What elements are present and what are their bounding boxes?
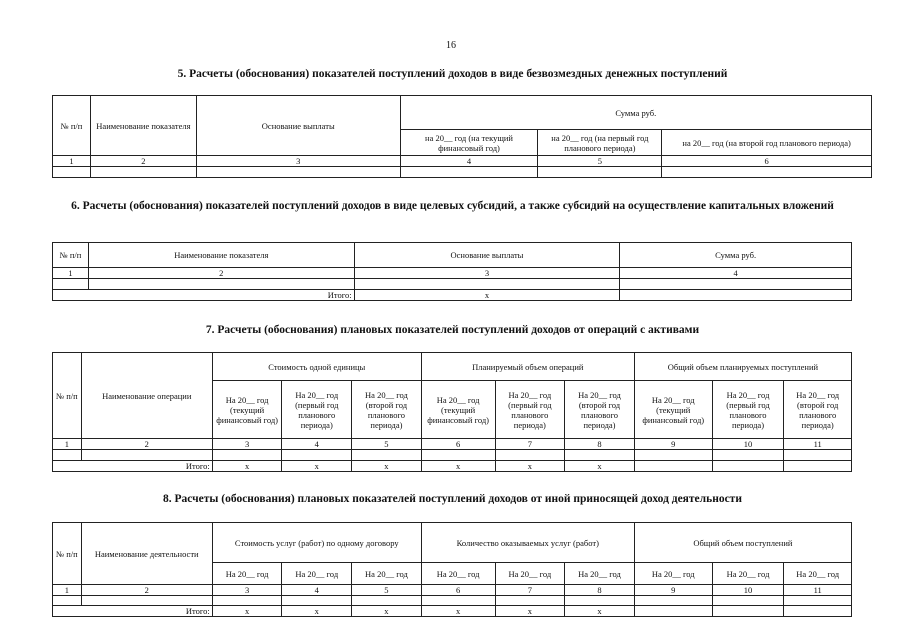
s6-total-label: Итого: bbox=[53, 290, 355, 301]
section8-title: 8. Расчеты (обоснования) плановых показателей поступлений доходов от иной приносящей доход деятельности bbox=[163, 493, 742, 505]
s8-group-service-cost: Стоимость услуг (работ) по одному договору bbox=[212, 523, 421, 563]
s8-year: На 20__ год bbox=[634, 563, 712, 585]
s8-total-label: Итого: bbox=[53, 606, 213, 617]
s8-year: На 20__ год bbox=[565, 563, 635, 585]
s5-header-basis: Основание выплаты bbox=[196, 96, 400, 156]
s8-num-cell: 6 bbox=[421, 585, 495, 596]
s5-header-name: Наименование показателя bbox=[90, 96, 196, 156]
s6-num-cell: 3 bbox=[354, 268, 620, 279]
s5-num-cell: 5 bbox=[538, 156, 662, 167]
section7-title: 7. Расчеты (обоснования) плановых показателей поступлений доходов от операций с активами bbox=[205, 324, 700, 336]
s8-num-cell: 1 bbox=[53, 585, 82, 596]
s8-group-service-count: Количество оказываемых услуг (работ) bbox=[421, 523, 634, 563]
s7-num-cell: 3 bbox=[212, 439, 282, 450]
s8-year: На 20__ год bbox=[495, 563, 565, 585]
s8-num-cell: 10 bbox=[712, 585, 784, 596]
s7-year2: На 20__ год (первый год планового периода) bbox=[282, 381, 352, 439]
section5-title: 5. Расчеты (обоснования) показателей поступлений доходов в виде безвозмездных денежных поступлений bbox=[177, 68, 728, 80]
s7-year2: На 20__ год (первый год планового периода) bbox=[712, 381, 784, 439]
s7-num-cell: 11 bbox=[784, 439, 852, 450]
s5-header-num: № п/п bbox=[53, 96, 91, 156]
s6-total-x: x bbox=[354, 290, 620, 301]
s7-total-x: x bbox=[282, 461, 352, 472]
s6-header-basis: Основание выплаты bbox=[354, 243, 620, 268]
s8-total-x: x bbox=[495, 606, 565, 617]
s7-group-unit-cost: Стоимость одной единицы bbox=[212, 353, 421, 381]
s8-year: На 20__ год bbox=[784, 563, 852, 585]
s8-year: На 20__ год bbox=[282, 563, 352, 585]
s7-num-cell: 10 bbox=[712, 439, 784, 450]
s8-year: На 20__ год bbox=[352, 563, 422, 585]
s5-header-year2: на 20__ год (на первый год планового периода) bbox=[538, 130, 662, 156]
s8-num-cell: 8 bbox=[565, 585, 635, 596]
s7-total-x: x bbox=[495, 461, 565, 472]
s6-num-cell: 4 bbox=[620, 268, 852, 279]
s7-total-x: x bbox=[352, 461, 422, 472]
s8-total-x: x bbox=[212, 606, 282, 617]
s7-header-name: Наименование операции bbox=[81, 353, 212, 439]
s7-header-num: № п/п bbox=[53, 353, 82, 439]
s6-header-sum: Сумма руб. bbox=[620, 243, 852, 268]
s7-year2: На 20__ год (первый год планового периода) bbox=[495, 381, 565, 439]
section5-table bbox=[52, 95, 872, 178]
s5-header-year1: на 20__ год (на текущий финансовый год) bbox=[400, 130, 538, 156]
s7-year1: На 20__ год (текущий финансовый год) bbox=[212, 381, 282, 439]
s6-header-name: Наименование показателя bbox=[88, 243, 354, 268]
s7-total-x: x bbox=[565, 461, 635, 472]
s8-header-name: Наименование деятельности bbox=[81, 523, 212, 585]
s7-num-cell: 1 bbox=[53, 439, 82, 450]
s5-num-cell: 3 bbox=[196, 156, 400, 167]
s8-num-cell: 3 bbox=[212, 585, 282, 596]
s7-year3: На 20__ год (второй год планового периода) bbox=[784, 381, 852, 439]
section6-table bbox=[52, 242, 852, 301]
s8-group-total: Общий объем поступлений bbox=[634, 523, 851, 563]
s5-num-cell: 1 bbox=[53, 156, 91, 167]
s5-num-cell: 4 bbox=[400, 156, 538, 167]
section8-table bbox=[52, 522, 852, 617]
s5-num-cell: 6 bbox=[662, 156, 872, 167]
s7-num-cell: 5 bbox=[352, 439, 422, 450]
s7-total-x: x bbox=[212, 461, 282, 472]
s8-total-x: x bbox=[565, 606, 635, 617]
s6-header-num: № п/п bbox=[53, 243, 89, 268]
s6-num-cell: 1 bbox=[53, 268, 89, 279]
s8-num-cell: 2 bbox=[81, 585, 212, 596]
s6-num-cell: 2 bbox=[88, 268, 354, 279]
s5-header-sum: Сумма руб. bbox=[400, 96, 871, 130]
s8-header-num: № п/п bbox=[53, 523, 82, 585]
s8-num-cell: 4 bbox=[282, 585, 352, 596]
s7-total-label: Итого: bbox=[53, 461, 213, 472]
s7-num-cell: 6 bbox=[421, 439, 495, 450]
s7-group-total: Общий объем планируемых поступлений bbox=[634, 353, 851, 381]
s8-num-cell: 7 bbox=[495, 585, 565, 596]
s8-num-cell: 11 bbox=[784, 585, 852, 596]
s8-total-x: x bbox=[282, 606, 352, 617]
s7-num-cell: 7 bbox=[495, 439, 565, 450]
section7-table bbox=[52, 352, 852, 472]
s7-group-volume: Планируемый объем операций bbox=[421, 353, 634, 381]
s7-num-cell: 4 bbox=[282, 439, 352, 450]
s7-num-cell: 8 bbox=[565, 439, 635, 450]
page-number: 16 bbox=[446, 40, 456, 51]
s7-year1: На 20__ год (текущий финансовый год) bbox=[634, 381, 712, 439]
s8-year: На 20__ год bbox=[712, 563, 784, 585]
s5-num-cell: 2 bbox=[90, 156, 196, 167]
section6-title: 6. Расчеты (обоснования) показателей поступлений доходов в виде целевых субсидий, а также субсидий на осуществление капитальных вложений bbox=[71, 200, 834, 212]
s5-header-year3: на 20__ год (на второй год планового периода) bbox=[662, 130, 872, 156]
s8-num-cell: 9 bbox=[634, 585, 712, 596]
s7-year3: На 20__ год (второй год планового периода) bbox=[352, 381, 422, 439]
s7-num-cell: 9 bbox=[634, 439, 712, 450]
s8-year: На 20__ год bbox=[212, 563, 282, 585]
s8-num-cell: 5 bbox=[352, 585, 422, 596]
s8-year: На 20__ год bbox=[421, 563, 495, 585]
s8-total-x: x bbox=[421, 606, 495, 617]
s7-year1: На 20__ год (текущий финансовый год) bbox=[421, 381, 495, 439]
s8-total-x: x bbox=[352, 606, 422, 617]
s7-num-cell: 2 bbox=[81, 439, 212, 450]
s7-total-x: x bbox=[421, 461, 495, 472]
s7-year3: На 20__ год (второй год планового периода) bbox=[565, 381, 635, 439]
